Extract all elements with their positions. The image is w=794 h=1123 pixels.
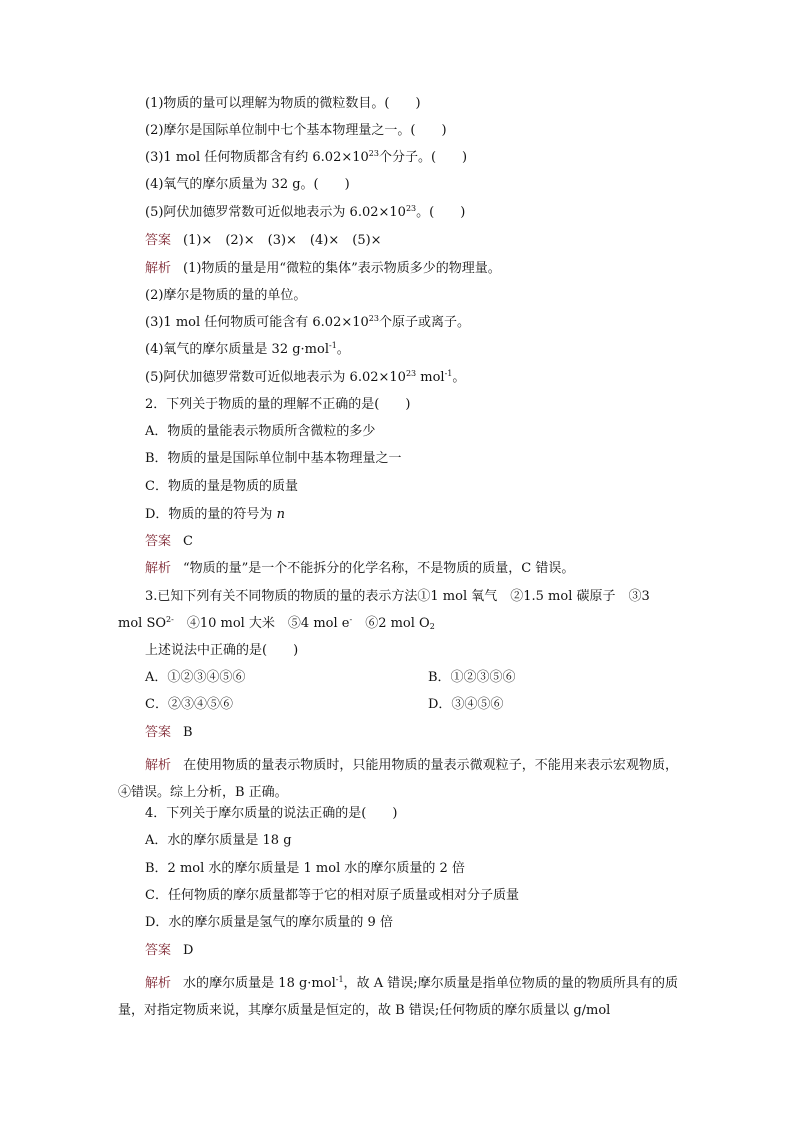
q4-option-a: A．水的摩尔质量是 18 g xyxy=(145,833,292,848)
q3-stem-so4: mol SO xyxy=(118,616,167,631)
q1-item-4: (4)氧气的摩尔质量为 32 g。( ) xyxy=(145,177,350,192)
q3-stem-o2-subscript: 2 xyxy=(429,622,435,631)
answer-label: 答案 xyxy=(145,233,172,248)
q2-option-d xyxy=(145,507,285,523)
q3-stem-mid: ④10 mol 大米 ⑤4 mol e xyxy=(173,616,350,631)
q4-option-d: D．水的摩尔质量是氢气的摩尔质量的 9 倍 xyxy=(145,915,393,930)
analysis-5-exponent: 23 xyxy=(405,369,417,378)
analysis-5-text: (5)阿伏加德罗常数可近似地表示为 6.02×10 xyxy=(145,370,406,385)
analysis-4-text: (4)氧气的摩尔质量是 32 g·mol xyxy=(145,342,329,357)
analysis-3-text: (3)1 mol 任何物质可能含有 6.02×10 xyxy=(145,315,369,330)
q3-question: 上述说法中正确的是( ) xyxy=(145,643,299,658)
q4-stem: 4．下列关于摩尔质量的说法正确的是( ) xyxy=(145,806,398,821)
answer-text: B xyxy=(183,725,193,740)
analysis-4-exponent: -1 xyxy=(329,341,337,350)
analysis-5-unit: mol xyxy=(416,370,445,385)
q1-item-5-tail: 。( ) xyxy=(416,205,466,220)
q4-answer xyxy=(145,943,193,959)
q1-item-3-text: (3)1 mol 任何物质都含有约 6.02×10 xyxy=(145,150,369,165)
analysis-text-b: ，故 A 错误;摩尔质量是指单位物质的量的物质所具有的质量，对指定物质来说，其摩尔质量是恒定的，故 B 错误;任何物质的摩尔质量以 g/mol xyxy=(118,976,678,1018)
q1-analysis-5 xyxy=(145,370,465,386)
q4-option-c: C．任何物质的摩尔质量都等于它的相对原子质量或相对分子质量 xyxy=(145,888,519,903)
q1-item-5-exponent: 23 xyxy=(405,204,417,213)
q1-item-3-exponent: 23 xyxy=(368,149,379,158)
q2-answer xyxy=(145,534,193,550)
q2-stem: 2．下列关于物质的量的理解不正确的是( ) xyxy=(145,397,411,412)
answer-label: 答案 xyxy=(145,534,172,549)
answer-text: D xyxy=(183,943,194,958)
analysis-5-unit-exponent: -1 xyxy=(444,369,453,378)
analysis-5-tail: 。 xyxy=(452,370,466,385)
analysis-exponent: -1 xyxy=(335,975,344,984)
q1-analysis-2: (2)摩尔是物质的量的单位。 xyxy=(145,288,307,303)
analysis-label: 解析 xyxy=(145,261,172,276)
q1-item-5-text: (5)阿伏加德罗常数可近似地表示为 6.02×10 xyxy=(145,205,406,220)
q3-option-b: B．①②③⑤⑥ xyxy=(428,670,516,685)
analysis-text-a: 水的摩尔质量是 18 g·mol xyxy=(183,976,336,991)
q1-analysis-1 xyxy=(145,261,501,277)
q1-analysis-4 xyxy=(145,342,350,358)
analysis-3-exponent: 23 xyxy=(368,314,379,323)
analysis-label: 解析 xyxy=(145,758,172,773)
answer-label: 答案 xyxy=(145,943,172,958)
q3-stem-line-1: 3.已知下列有关不同物质的物质的量的表示方法①1 mol 氧气 ②1.5 mol 碳原子 ③3 xyxy=(145,589,650,604)
q3-stem-so4-charge: 2- xyxy=(166,615,174,624)
analysis-3-tail: 个原子或离子。 xyxy=(378,315,470,330)
q4-option-b: B．2 mol 水的摩尔质量是 1 mol 水的摩尔质量的 2 倍 xyxy=(145,861,465,876)
q2-option-a: A．物质的量能表示物质所含微粒的多少 xyxy=(145,424,376,439)
q1-analysis-3 xyxy=(145,315,470,331)
q1-item-1: (1)物质的量可以理解为物质的微粒数目。( ) xyxy=(145,96,421,111)
q2-option-d-text: D．物质的量的符号为 xyxy=(145,507,277,522)
q3-stem-line-2 xyxy=(118,616,435,632)
q3-stem-o2: ⑥2 mol O xyxy=(352,616,430,631)
q3-stem-electron-charge: - xyxy=(349,615,353,624)
analysis-label: 解析 xyxy=(145,976,172,991)
q1-item-2: (2)摩尔是国际单位制中七个基本物理量之一。( ) xyxy=(145,123,447,138)
analysis-text: (1)物质的量是用“微粒的集体”表示物质多少的物理量。 xyxy=(183,261,501,276)
q2-option-b: B．物质的量是国际单位制中基本物理量之一 xyxy=(145,451,402,466)
answer-text: (1)× (2)× (3)× (4)× (5)× xyxy=(183,233,382,248)
answer-text: C xyxy=(183,534,193,549)
analysis-4-tail: 。 xyxy=(336,342,350,357)
analysis-text: 在使用物质的量表示物质时，只能用物质的量表示微观粒子，不能用来表示宏观物质，④错误。综上分析，B 正确。 xyxy=(118,758,678,800)
q1-item-3 xyxy=(145,150,467,166)
q4-analysis xyxy=(118,970,678,1024)
q2-option-d-symbol: n xyxy=(276,507,285,522)
q2-option-c: C．物质的量是物质的质量 xyxy=(145,479,298,494)
analysis-text: “物质的量”是一个不能拆分的化学名称，不是物质的质量，C 错误。 xyxy=(183,561,575,576)
q3-answer xyxy=(145,725,193,741)
q1-answer xyxy=(145,233,382,249)
q1-item-3-tail: 个分子。( ) xyxy=(378,150,468,165)
q1-item-5 xyxy=(145,205,465,221)
answer-label: 答案 xyxy=(145,725,172,740)
analysis-label: 解析 xyxy=(145,561,172,576)
q2-analysis xyxy=(145,561,574,577)
q3-option-d: D．③④⑤⑥ xyxy=(428,697,504,712)
q3-analysis xyxy=(118,752,678,806)
q3-option-c: C．②③④⑤⑥ xyxy=(145,697,233,712)
q3-option-a: A．①②③④⑤⑥ xyxy=(145,670,246,685)
